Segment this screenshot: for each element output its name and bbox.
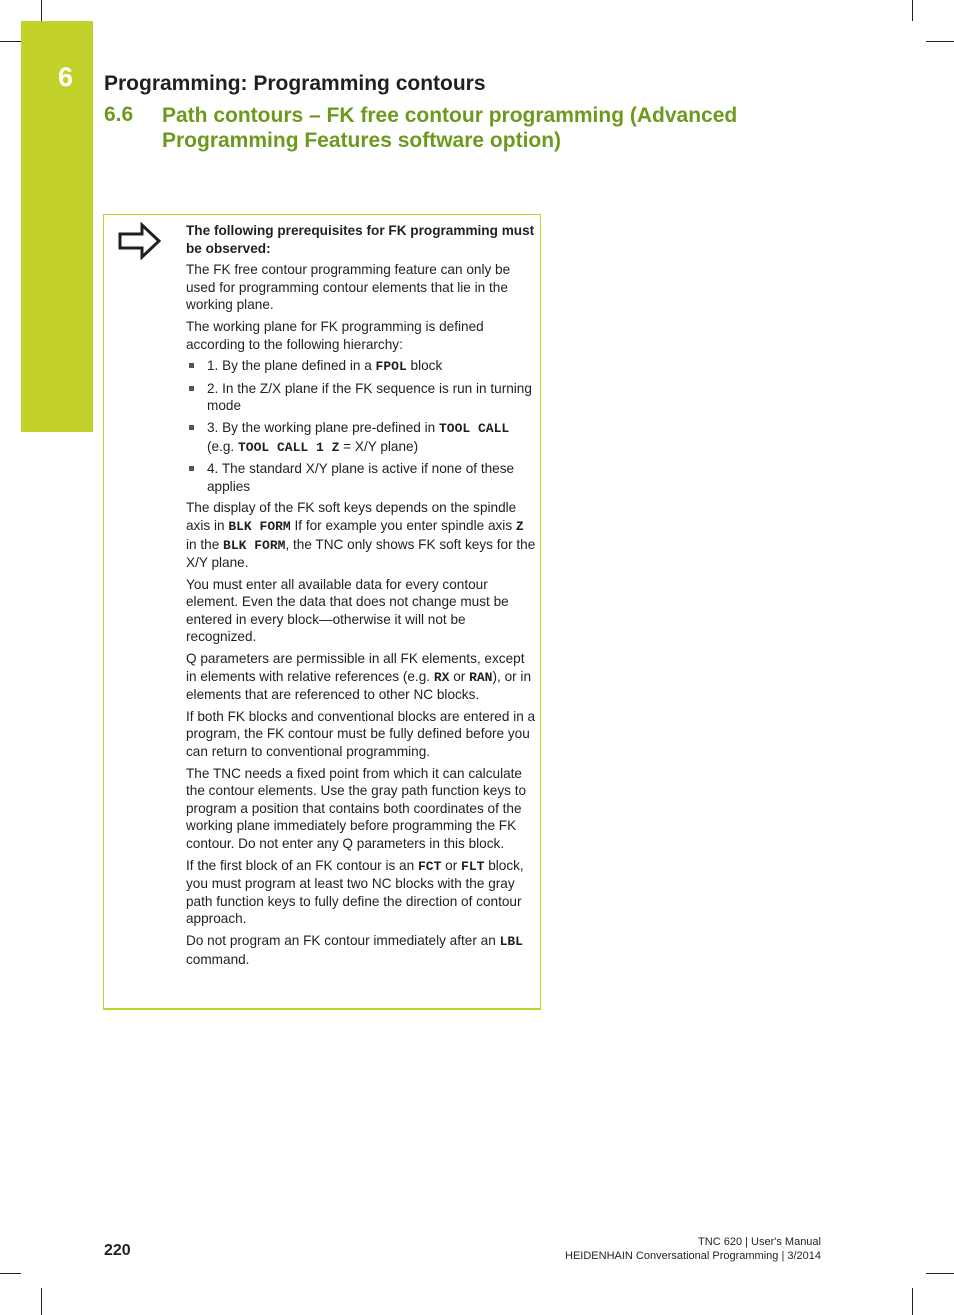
note-paragraph: Do not program an FK contour immediately after an LBL command. — [186, 932, 523, 967]
note-paragraph: The TNC needs a fixed point from which it can calculate the contour elements. Use the gray path function keys to program a position that contains both coordinates of the working plane immediately before programming the FK contour. Do not enter any Q parameters in this block. — [186, 765, 527, 851]
note-paragraph: If the first block of an FK contour is an FCT or FLT block, you must program at least two NC blocks with the gray path function keys to fully define the direction of contour approach. — [186, 857, 524, 927]
footer-line: HEIDENHAIN Conversational Programming | 3/2014 — [565, 1250, 821, 1262]
crop-mark — [0, 41, 21, 42]
note-paragraph: If both FK blocks and conventional blocks are entered in a program, the FK contour must be fully defined before you can return to conventional programming. — [186, 708, 536, 760]
note-heading: The following prerequisites for FK programming must be observed: — [186, 223, 535, 256]
page-number: 220 — [104, 1242, 131, 1259]
note-paragraph: You must enter all available data for every contour element. Even the data that does not change must be entered in every block—otherwise it will not be recognized. — [186, 576, 509, 645]
crop-mark — [912, 0, 913, 21]
bullet-icon — [189, 466, 194, 471]
crop-mark — [912, 1288, 913, 1315]
list-item: 2. In the Z/X plane if the FK sequence is run in turning mode — [186, 380, 536, 415]
chapter-number: 6 — [58, 62, 74, 92]
bullet-icon — [189, 425, 194, 430]
note-paragraph: The FK free contour programming feature can only be used for programming contour elements that lie in the working plane. — [186, 262, 511, 313]
note-paragraph: The working plane for FK programming is defined according to the following hierarchy: — [186, 318, 484, 352]
note-paragraph: The display of the FK soft keys depends on the spindle axis in BLK FORM If for example you enter spindle axis Z in the BLK FORM, the TNC only shows FK soft keys for the X/Y plane. — [186, 500, 536, 571]
bullet-icon — [189, 386, 194, 391]
note-box-bottom-rule — [103, 1008, 541, 1010]
list-item: 3. By the working plane pre-defined in TOOL CALL (e.g. TOOL CALL 1 Z = X/Y plane) — [186, 419, 536, 456]
section-number: 6.6 — [104, 103, 134, 126]
crop-mark — [926, 41, 954, 42]
bullet-icon — [189, 363, 194, 368]
hierarchy-list — [186, 357, 536, 495]
chapter-tab — [21, 21, 93, 432]
footer — [565, 1235, 821, 1263]
list-item: 1. By the plane defined in a FPOL block — [186, 357, 536, 376]
chapter-title: Programming: Programming contours — [104, 72, 486, 95]
note-paragraph: Q parameters are permissible in all FK elements, except in elements with relative references (e.g. RX or RAN), or in elements that are referenced to other NC blocks. — [186, 651, 532, 703]
list-item: 4. The standard X/Y plane is active if none of these applies — [186, 460, 536, 495]
crop-mark — [0, 1273, 21, 1274]
section-title: Path contours – FK free contour programming (Advanced Programming Features software option) — [162, 104, 738, 152]
note-content — [186, 222, 536, 972]
footer-line: TNC 620 | User's Manual — [698, 1236, 821, 1248]
arrow-right-icon — [118, 222, 162, 260]
crop-mark — [41, 1288, 42, 1315]
crop-mark — [926, 1273, 954, 1274]
crop-mark — [41, 0, 42, 21]
